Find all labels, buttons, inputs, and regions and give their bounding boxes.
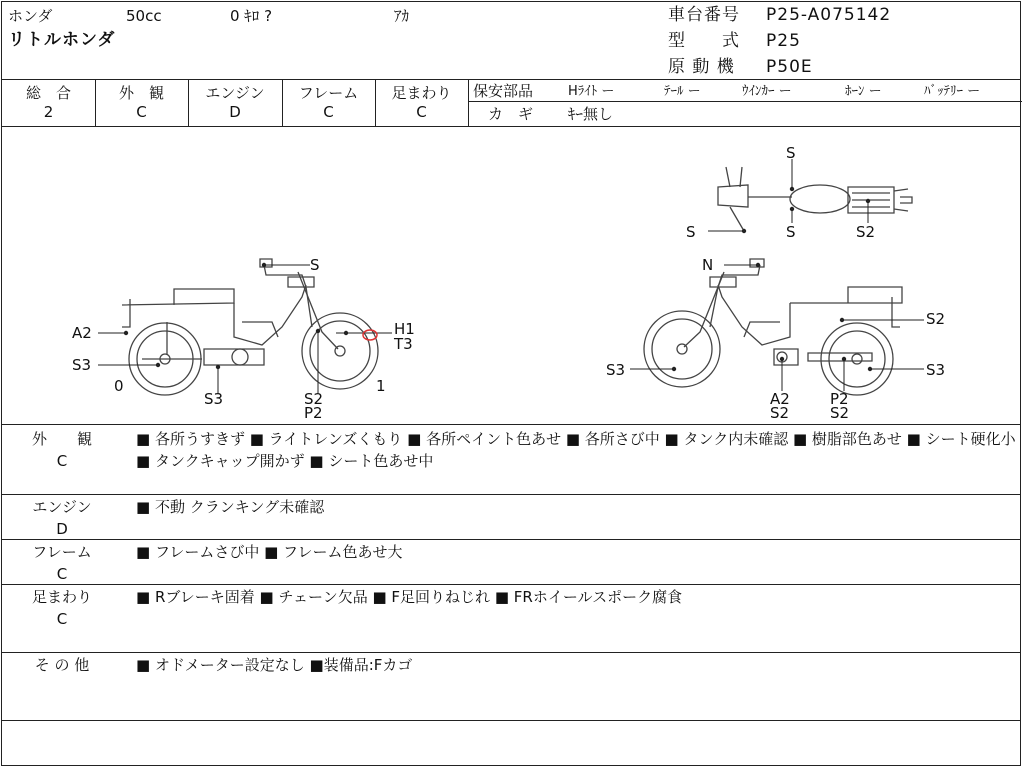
frame-no: P25-A075142 xyxy=(766,5,892,25)
key-label: カ ギ xyxy=(488,105,534,123)
color: ｱｶ xyxy=(394,7,410,25)
safety-winker: ｳｲﾝｶｰ ー xyxy=(742,84,792,99)
inspection-sheet xyxy=(1,1,1021,766)
right-side-bike-drawing xyxy=(644,259,902,395)
right-label-s2-seat: S2 xyxy=(926,310,946,328)
detail-text-engine: ■ 不動 クランキング未確認 xyxy=(136,498,325,516)
top-label-s-left: S xyxy=(686,223,696,241)
safety-label: 保安部品 xyxy=(473,82,534,100)
top-label-s2: S2 xyxy=(856,223,876,241)
frame-no-label: 車台番号 xyxy=(668,5,740,25)
displacement: 50cc xyxy=(126,7,162,25)
top-label-s-mid: S xyxy=(786,223,796,241)
right-label-p2: P2 xyxy=(830,390,849,408)
detail-text-other: ■ オドメーター設定なし ■装備品:Fカゴ xyxy=(136,656,413,674)
detail-text-frame: ■ フレームさび中 ■ フレーム色あせ大 xyxy=(136,543,403,561)
top-view-bike-drawing xyxy=(718,167,912,231)
mileage: 0 ｷﾛ ? xyxy=(230,7,273,25)
grade-label-exterior: 外 観 xyxy=(118,84,164,102)
right-label-s2-a: S2 xyxy=(770,404,790,422)
safety-headlight: Hﾗｲﾄ ー xyxy=(568,84,615,99)
right-label-a2: A2 xyxy=(770,390,790,408)
left-label-s: S xyxy=(310,256,320,274)
detail-label-frame: フレーム C xyxy=(32,543,92,583)
detail-label-suspension: 足まわり C xyxy=(31,588,92,628)
model-name: リトルホンダ xyxy=(8,30,116,50)
maker: ホンダ xyxy=(8,7,53,25)
left-label-s3-bottom: S3 xyxy=(204,390,224,408)
engine-value: P50E xyxy=(766,57,813,77)
key-value: ｷｰ無し xyxy=(568,105,614,123)
right-label-s3-right: S3 xyxy=(926,361,946,379)
divider xyxy=(2,79,1020,80)
left-label-p2: P2 xyxy=(304,404,323,422)
safety-horn: ﾎｰﾝ ー xyxy=(845,84,882,99)
type-label: 型 式 xyxy=(668,31,740,51)
motorcycle-diagram xyxy=(2,127,1020,425)
right-label-n: N xyxy=(702,256,714,274)
detail-text-suspension: ■ Rブレーキ固着 ■ チェーン欠品 ■ F足回りねじれ ■ FRホイールスポーク腐食 xyxy=(136,588,683,606)
grade-value-suspension: C xyxy=(416,103,427,121)
grade-label-frame: フレーム xyxy=(298,84,359,102)
safety-battery: ﾊﾞｯﾃﾘｰ ー xyxy=(924,84,981,99)
right-label-s3-left: S3 xyxy=(606,361,626,379)
grade-value-engine: D xyxy=(229,103,241,121)
grade-label-overall: 総 合 xyxy=(25,84,71,102)
left-label-0: 0 xyxy=(114,377,124,395)
top-label-s: S xyxy=(786,144,796,162)
left-label-a2: A2 xyxy=(72,324,92,342)
grade-value-frame: C xyxy=(323,103,334,121)
left-label-t3: T3 xyxy=(394,335,413,353)
engine-label: 原 動 機 xyxy=(668,57,735,77)
detail-label-engine: エンジン D xyxy=(32,498,92,538)
detail-label-exterior: 外 観 C xyxy=(31,430,92,470)
safety-taillight: ﾃｰﾙ ー xyxy=(664,84,701,99)
left-label-h1: H1 xyxy=(394,320,415,338)
detail-label-other: そ の 他 xyxy=(34,656,90,674)
type-value: P25 xyxy=(766,31,801,51)
grade-label-suspension: 足まわり xyxy=(391,84,452,102)
right-label-s2-b: S2 xyxy=(830,404,850,422)
detail-text-exterior: ■ 各所うすきず ■ ライトレンズくもり ■ 各所ペイント色あせ ■ 各所さび中 ■ タンク内未確認 ■ 樹脂部色あせ ■ シート硬化小 ■ タンクキャップ開かず ■ シート色あせ中 xyxy=(136,430,1016,470)
left-label-s3: S3 xyxy=(72,356,92,374)
left-label-s2: S2 xyxy=(304,390,324,408)
grade-value-exterior: C xyxy=(136,103,147,121)
left-label-1: 1 xyxy=(376,377,386,395)
grade-label-engine: エンジン xyxy=(205,84,265,102)
left-side-bike-drawing xyxy=(122,259,378,395)
grade-value-overall: 2 xyxy=(43,103,54,121)
